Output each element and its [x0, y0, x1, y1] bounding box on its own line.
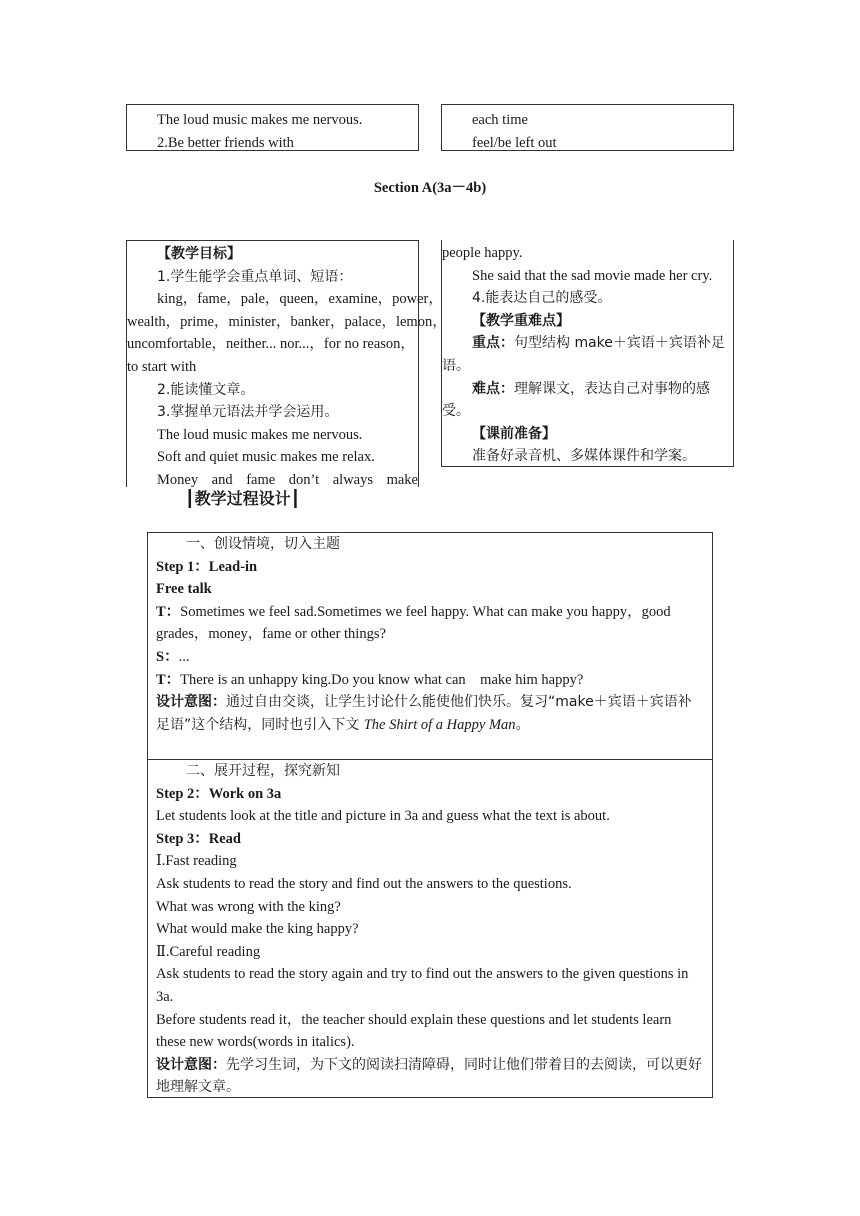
process-cell-reading [148, 760, 712, 1097]
difficult-point-line [442, 378, 733, 401]
objectives-right-column [441, 240, 734, 467]
difficult-point-label: 难点： [472, 380, 514, 397]
preparation-heading: 【课前准备】 [472, 425, 556, 442]
example-sentence-4: She said that the sad movie made her cry. [472, 267, 713, 284]
cell1-heading: 一、创设情境，切入主题 [186, 536, 340, 552]
top-right-line-1: each time [472, 112, 528, 128]
objective-item-2: 2.能读懂文章。 [157, 381, 255, 398]
teacher-label-2: T： [156, 671, 181, 688]
fast-reading-text: Ask students to read the story and find out the answers to the questions. [156, 875, 572, 892]
free-talk-label: Free talk [156, 581, 212, 598]
objectives-heading: 【教学目标】 [157, 246, 241, 262]
top-table-right-cell [441, 104, 734, 151]
step-1-title: Step 1：Lead-in [156, 558, 258, 575]
key-point-text: 句型结构 make＋宾语＋宾语补足 [514, 335, 725, 352]
key-words-line-1: king，fame，pale，queen，examine，power， [157, 291, 443, 308]
key-words-line-3: uncomfortable，neither... nor...，for no reason， [127, 336, 415, 353]
teacher-text-2: There is an unhappy king.Do you know what can make him happy? [180, 671, 584, 688]
design-intent-1 [156, 691, 704, 736]
design-intent-label-1: 设计意图： [156, 694, 226, 711]
design-intent-label-2: 设计意图： [156, 1056, 226, 1073]
cell2-heading: 二、展开过程，探究新知 [186, 763, 340, 779]
key-point-label: 重点： [472, 335, 514, 352]
careful-reading-label: Ⅱ.Careful reading [156, 943, 261, 960]
key-words-line-4: to start with [127, 358, 197, 375]
student-line [156, 646, 704, 669]
objectives-left-column [126, 240, 447, 488]
preparation-text: 准备好录音机、多媒体课件和学案。 [472, 448, 696, 465]
top-left-line-2: 2.Be better friends with [157, 134, 294, 151]
process-design-title: ┃教学过程设计┃ [185, 489, 301, 508]
difficult-point-text: 理解课文，表达自己对事物的感 [514, 380, 710, 397]
difficult-point-cont: 受。 [442, 403, 470, 420]
teacher-label: T： [156, 603, 181, 620]
step-3-title: Step 3：Read [156, 830, 241, 847]
question-2: What would make the king happy? [156, 921, 359, 938]
key-point-line [442, 332, 733, 355]
story-title: The Shirt of a Happy Man [363, 716, 516, 733]
example-sentence-3: Money and fame don’t always make [157, 471, 418, 488]
objective-item-3: 3.掌握单元语法并学会运用。 [157, 404, 339, 421]
example-sentence-3-cont: people happy. [442, 245, 523, 261]
objective-item-4: 4.能表达自己的感受。 [472, 290, 612, 307]
student-label: S： [156, 648, 179, 665]
design-intent-end-1: 。 [515, 716, 530, 733]
teacher-line-2 [156, 669, 704, 692]
example-sentence-1: The loud music makes me nervous. [157, 426, 363, 443]
question-1: What was wrong with the king? [156, 898, 341, 915]
step-2-title: Step 2：Work on 3a [156, 785, 282, 802]
objective-item-1: 1.学生能学会重点单词、短语： [157, 268, 353, 285]
key-words-line-2: wealth，prime，minister，banker，palace，lemon， [127, 313, 447, 330]
top-left-line-1: The loud music makes me nervous. [157, 112, 363, 128]
key-point-cont: 语。 [442, 357, 470, 374]
careful-reading-text: Ask students to read the story again and try to find out the answers to the given questions in 3a. [156, 966, 689, 1005]
step-2-text: Let students look at the title and picture in 3a and guess what the text is about. [156, 808, 610, 825]
fast-reading-label: Ⅰ.Fast reading [156, 853, 237, 870]
design-intent-text-1: 通过自由交谈，让学生讨论什么能使他们快乐。复习“make＋宾语＋宾语补足语”这个结构，同时也引入下文 [156, 694, 692, 733]
section-title: Section A(3a－4b) [373, 180, 487, 196]
design-intent-2 [156, 1054, 704, 1099]
top-table-left-cell [126, 104, 419, 151]
process-cell-lead-in [148, 533, 712, 760]
design-intent-text-2: 先学习生词，为下文的阅读扫清障碍，同时让他们带着目的去阅读，可以更好地理解文章。 [156, 1056, 702, 1096]
teacher-text-1: Sometimes we feel sad.Sometimes we feel happy. What can make you happy，good grades，money，fame or other things? [156, 603, 671, 643]
before-reading-text: Before students read it，the teacher should explain these questions and let students learn these new words(words in italics). [156, 1011, 672, 1051]
example-sentence-2: Soft and quiet music makes me relax. [157, 449, 375, 466]
top-right-line-2: feel/be left out [472, 134, 557, 151]
teacher-line-1 [156, 601, 704, 646]
process-table [147, 532, 713, 1098]
key-points-heading: 【教学重难点】 [472, 312, 570, 329]
student-text: ... [178, 648, 190, 665]
